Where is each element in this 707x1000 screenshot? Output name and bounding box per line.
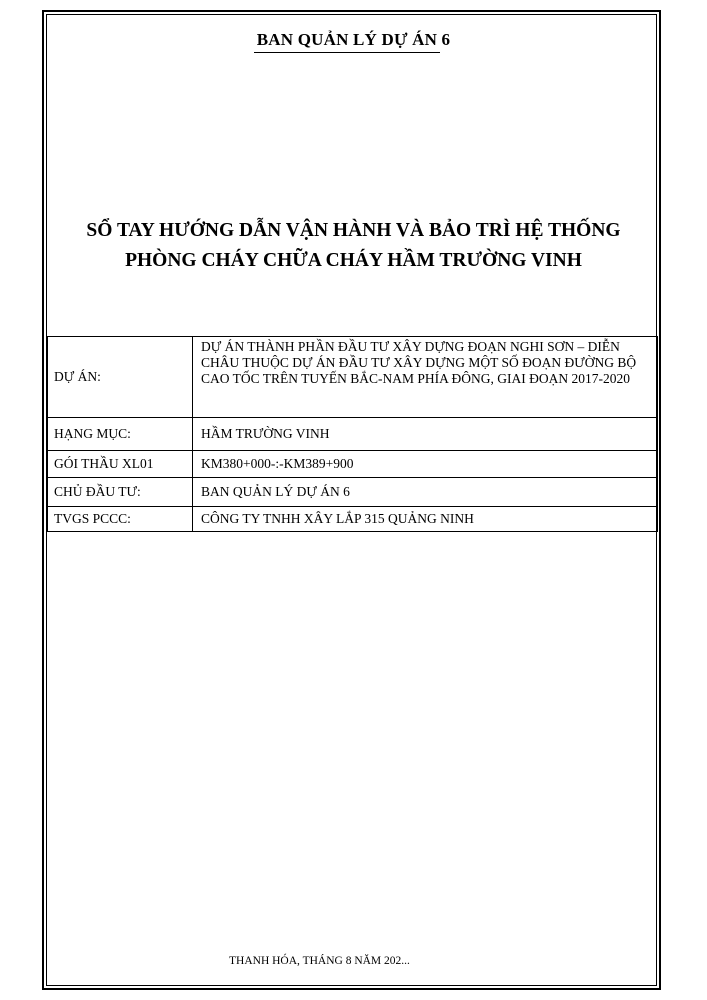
item-value: HẦM TRƯỜNG VINH — [193, 418, 658, 451]
item-label: HẠNG MỤC: — [48, 418, 193, 451]
agency-underline — [254, 52, 440, 53]
agency-header — [0, 30, 707, 52]
table-row-package — [48, 451, 658, 478]
supervisor-label: TVGS PCCC: — [48, 507, 193, 532]
table-row-supervisor — [48, 507, 658, 532]
project-info-table — [47, 336, 658, 532]
table-row-owner — [48, 478, 658, 507]
footer-place-date: THANH HÓA, THÁNG 8 NĂM 202... — [229, 955, 410, 967]
package-value: KM380+000-:-KM389+900 — [193, 451, 658, 478]
project-label: DỰ ÁN: — [48, 337, 193, 418]
table-row-project — [48, 337, 658, 418]
title-line-1: SỔ TAY HƯỚNG DẪN VẬN HÀNH VÀ BẢO TRÌ HỆ THỐNG — [86, 220, 621, 241]
table-row-item — [48, 418, 658, 451]
owner-label: CHỦ ĐẦU TƯ: — [48, 478, 193, 507]
project-value: DỰ ÁN THÀNH PHẦN ĐẦU TƯ XÂY DỰNG ĐOẠN NGHI SƠN – DIỄN CHÂU THUỘC DỰ ÁN ĐẦU TƯ XÂY DỰNG MỘT SỐ ĐOẠN ĐƯỜNG BỘ CAO TỐC TRÊN TUYẾN BẮC-NAM PHÍA ĐÔNG, GIAI ĐOẠN 2017-2020 — [193, 337, 658, 418]
title-line-2: PHÒNG CHÁY CHỮA CHÁY HẦM TRƯỜNG VINH — [125, 250, 582, 271]
supervisor-value: CÔNG TY TNHH XÂY LẮP 315 QUẢNG NINH — [193, 507, 658, 532]
agency-name: BAN QUẢN LÝ DỰ ÁN 6 — [256, 30, 451, 49]
document-title — [0, 216, 707, 276]
package-label: GÓI THẦU XL01 — [48, 451, 193, 478]
owner-value: BAN QUẢN LÝ DỰ ÁN 6 — [193, 478, 658, 507]
